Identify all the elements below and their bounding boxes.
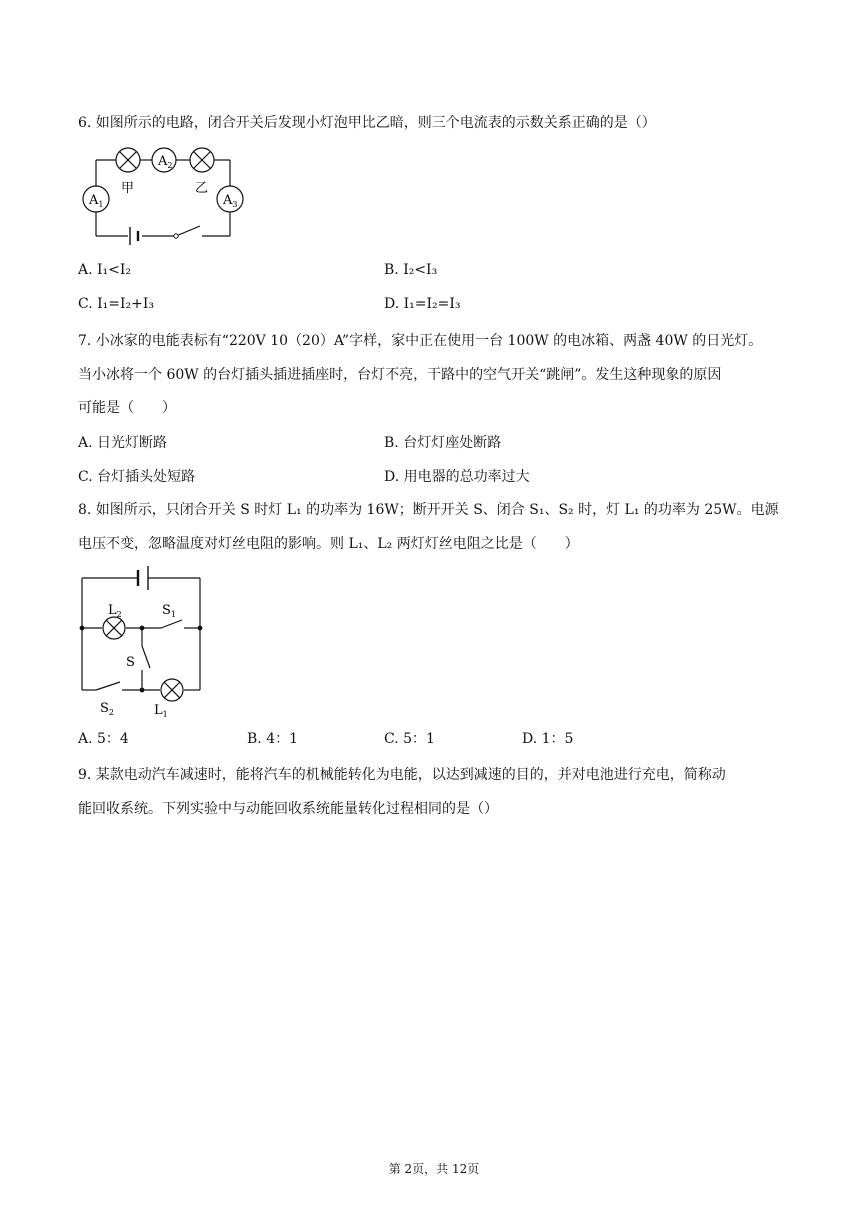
s-label: S xyxy=(126,655,135,670)
q7-stem-line2: 当小冰将一个 60W 的台灯插头插进插座时，台灯不亮，干路中的空气开关“跳闸”。发生这种现象的原因 xyxy=(78,367,722,383)
q8-option-a: A. 5：4 xyxy=(78,731,129,747)
q6-stem: 6. 如图所示的电路，闭合开关后发现小灯泡甲比乙暗，则三个电流表的示数关系正确的是（） xyxy=(78,115,656,131)
ammeter-a2-symbol xyxy=(152,148,176,172)
q7-option-a: A. 日光灯断路 xyxy=(78,435,168,451)
q7-stem-line1: 7. 小冰家的电能表标有“220V 10（20）A”字样，家中正在使用一台 100W 的电冰箱、两盏 40W 的日光灯。 xyxy=(78,333,763,349)
q7-option-c: C. 台灯插头处短路 xyxy=(78,469,196,485)
q8-circuit-diagram xyxy=(76,562,208,720)
q6-circuit-diagram xyxy=(78,140,253,245)
s1-label: $S_1$ xyxy=(162,603,176,619)
lamp-jia-label: 甲 xyxy=(121,181,135,196)
ammeter-a3-symbol xyxy=(217,186,243,212)
q7-option-b: B. 台灯灯座处断路 xyxy=(384,435,502,451)
lamp-l1-symbol xyxy=(161,679,183,701)
svg-text:A2: $A_2$ xyxy=(158,154,173,170)
ammeter-a1-symbol xyxy=(83,186,109,212)
q8-option-b: B. 4：1 xyxy=(247,731,299,747)
q7-option-d: D. 用电器的总功率过大 xyxy=(384,469,530,485)
q7-stem-line3: 可能是（ ） xyxy=(78,400,176,416)
q8-stem-line1: 8. 如图所示，只闭合开关 S 时灯 L₁ 的功率为 16W；断开开关 S、闭合 S₁、S₂ 时，灯 L₁ 的功率为 25W。电源 xyxy=(78,502,779,518)
q6-option-a: A. I₁<I₂ xyxy=(78,262,132,278)
battery-symbol xyxy=(130,227,138,245)
page-footer: 第 2页，共 12页 xyxy=(388,1162,480,1176)
svg-text:A1: $A_1$ xyxy=(89,193,104,209)
lamp-jia-symbol xyxy=(116,148,140,172)
lamp-yi-symbol xyxy=(190,148,214,172)
q9-stem-line1: 9. 某款电动汽车减速时，能将汽车的机械能转化为电能，以达到减速的目的，并对电池进行充电，简称动 xyxy=(78,767,726,783)
s2-label: $S_2$ xyxy=(100,701,114,717)
svg-text:A3: $A_3$ xyxy=(223,193,238,209)
lamp-yi-label: 乙 xyxy=(195,181,209,196)
l1-label: $L_1$ xyxy=(154,703,168,719)
q6-option-d: D. I₁=I₂=I₃ xyxy=(384,296,461,312)
q6-option-c: C. I₁=I₂+I₃ xyxy=(78,296,155,312)
q9-stem-line2: 能回收系统。下列实验中与动能回收系统能量转化过程相同的是（） xyxy=(78,801,498,817)
q8-option-c: C. 5：1 xyxy=(384,731,435,747)
q6-option-b: B. I₂<I₃ xyxy=(384,262,438,278)
lamp-l2-symbol xyxy=(103,617,125,639)
q8-option-d: D. 1：5 xyxy=(522,731,574,747)
q8-stem-line2: 电压不变，忽略温度对灯丝电阻的影响。则 L₁、L₂ 两灯灯丝电阻之比是（ ） xyxy=(78,536,579,552)
l2-label: $L_2$ xyxy=(108,603,122,619)
